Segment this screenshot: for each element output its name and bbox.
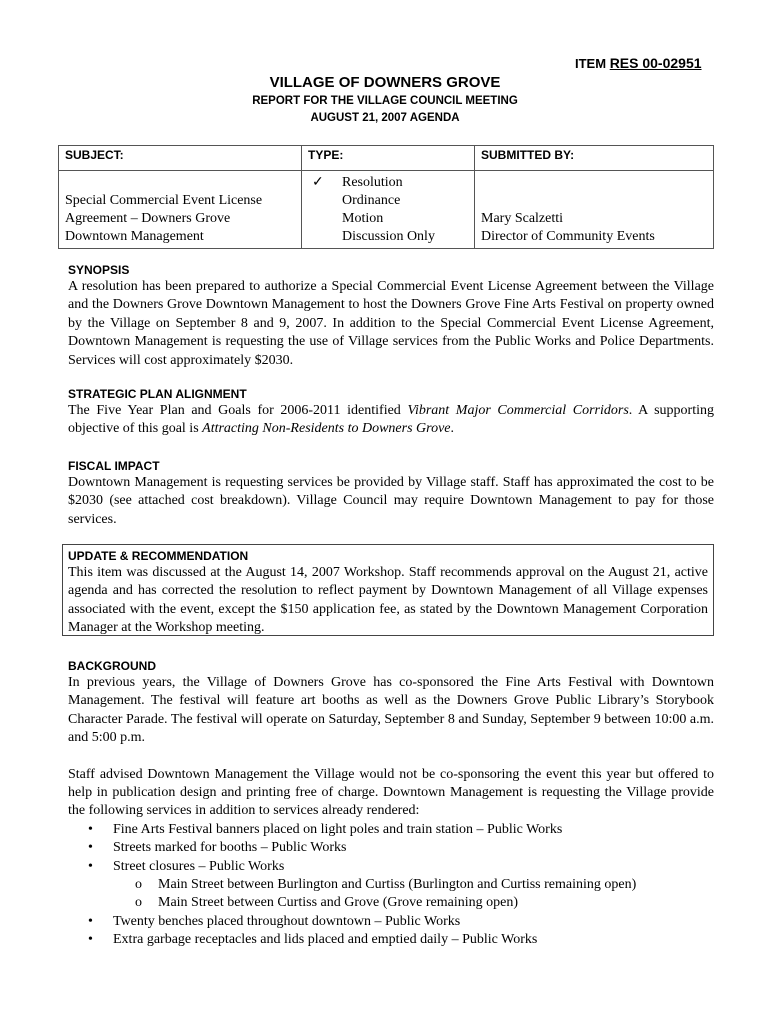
sub-list-item (113, 894, 714, 912)
fiscal-body: Downtown Management is requesting services be provided by Village staff. Staff has approximated the cost to be $2030 (see attached cost breakdown). Village Council may require Downtown Management to pay for those services. (68, 475, 714, 527)
background-para-1: In previous years, the Village of Downers Grove has co-sponsored the Fine Arts Festival with Downtown Management. The festival will feature art booths as well as the Downers Grove Public Library’s Storybook Character Parade. The festival will operate on Saturday, September 8 and Sunday, September 9 between 10:00 a.m. and 5:00 p.m. (68, 675, 714, 746)
strategic-section (68, 386, 714, 439)
type-option-ordinance (304, 192, 472, 210)
type-option-label: Resolution (342, 175, 403, 190)
fiscal-section (68, 458, 714, 529)
sub-list-item (113, 876, 714, 894)
list-item-text: Fine Arts Festival banners placed on light poles and train station – Public Works (113, 821, 563, 837)
type-cell (302, 171, 475, 249)
subject-line: Downtown Management (65, 229, 204, 244)
submitter-name: Mary Scalzetti (481, 211, 564, 226)
list-item (68, 913, 714, 931)
subject-line: Special Commercial Event License (65, 193, 263, 208)
street-closures-list (113, 876, 714, 913)
meta-table (58, 145, 714, 249)
type-option-resolution (304, 174, 472, 192)
list-item (68, 821, 714, 839)
bullet-icon: • (88, 913, 93, 929)
document-subtitle: REPORT FOR THE VILLAGE COUNCIL MEETING (252, 95, 518, 107)
bullet-icon: • (88, 858, 93, 874)
strategic-text: . (450, 421, 454, 437)
strategic-text: . A supporting objective of this goal is (68, 403, 714, 437)
sub-bullet-icon: o (135, 877, 142, 893)
checkmark-icon: ✓ (312, 175, 324, 190)
sub-list-item-text: Main Street between Burlington and Curtiss (Burlington and Curtiss remaining open) (158, 877, 637, 893)
update-box (62, 544, 714, 636)
document-title: VILLAGE OF DOWNERS GROVE (269, 74, 501, 91)
type-option-label: Discussion Only (342, 229, 435, 244)
subject-header: SUBJECT: (59, 146, 302, 171)
type-option-motion (304, 210, 472, 228)
list-item (68, 931, 714, 949)
list-item-text: Twenty benches placed throughout downtown – Public Works (113, 913, 461, 929)
type-header: TYPE: (302, 146, 475, 171)
item-number: RES 00-02951 (609, 55, 702, 71)
background-title: BACKGROUND (68, 659, 156, 673)
submitter-title: Director of Community Events (481, 229, 655, 244)
update-title: UPDATE & RECOMMENDATION (68, 549, 249, 563)
item-reference (575, 55, 702, 71)
background-para-2: Staff advised Downtown Management the Village would not be co-sponsoring the event this year but offered to help in publication design and printing free of charge. Downtown Management is requesting the Village provide the following services in addition to services already rendered: (68, 766, 714, 819)
strategic-body (68, 402, 714, 439)
strategic-emphasis: Attracting Non-Residents to Downers Grove (202, 421, 451, 437)
strategic-emphasis: Vibrant Major Commercial Corridors (407, 403, 629, 418)
list-item-text: Streets marked for booths – Public Works (113, 840, 347, 856)
agenda-date: AUGUST 21, 2007 AGENDA (310, 112, 460, 124)
list-item (68, 858, 714, 913)
synopsis-body: A resolution has been prepared to authorize a Special Commercial Event License Agreement between the Village and the Downers Grove Downtown Management to host the Downers Grove Fine Arts Festival on property owned by the Village on September 8 and 9, 2007. In addition to the Special Commercial Event License Agreement, Downtown Management is requesting the use of Village services from the Public Works and Police Departments. Services will cost approximately $2030. (68, 279, 714, 368)
strategic-text: The Five Year Plan and Goals for 2006-2011 identified (68, 403, 408, 418)
subject-cell (59, 171, 302, 249)
submitted-header: SUBMITTED BY: (475, 146, 714, 171)
list-item (68, 839, 714, 857)
strategic-title: STRATEGIC PLAN ALIGNMENT (68, 387, 247, 401)
sub-list-item-text: Main Street between Curtiss and Grove (Grove remaining open) (158, 895, 519, 911)
type-option-label: Ordinance (342, 193, 401, 208)
bullet-icon: • (88, 821, 93, 837)
submitted-cell (475, 171, 714, 249)
bullet-icon: • (88, 932, 93, 948)
services-list (68, 821, 714, 950)
type-option-label: Motion (342, 211, 384, 226)
bullet-icon: • (88, 840, 93, 856)
list-item-text: Extra garbage receptacles and lids placed and emptied daily – Public Works (113, 932, 538, 948)
update-body: This item was discussed at the August 14, 2007 Workshop. Staff recommends approval on the August 21, active agenda and has corrected the resolution to reflect payment by Downtown Management of all Village expenses associated with the event, except the $150 application fee, as stated by the Downtown Management Corporation Manager at the Workshop meeting. (68, 565, 708, 636)
background-section (68, 658, 714, 950)
sub-bullet-icon: o (135, 895, 142, 911)
item-label: ITEM (575, 56, 607, 71)
type-option-discussion (304, 228, 472, 246)
fiscal-title: FISCAL IMPACT (68, 459, 160, 473)
synopsis-section (68, 262, 714, 370)
list-item-text: Street closures – Public Works (113, 858, 285, 874)
subject-line: Agreement – Downers Grove (65, 211, 231, 226)
synopsis-title: SYNOPSIS (68, 263, 130, 277)
